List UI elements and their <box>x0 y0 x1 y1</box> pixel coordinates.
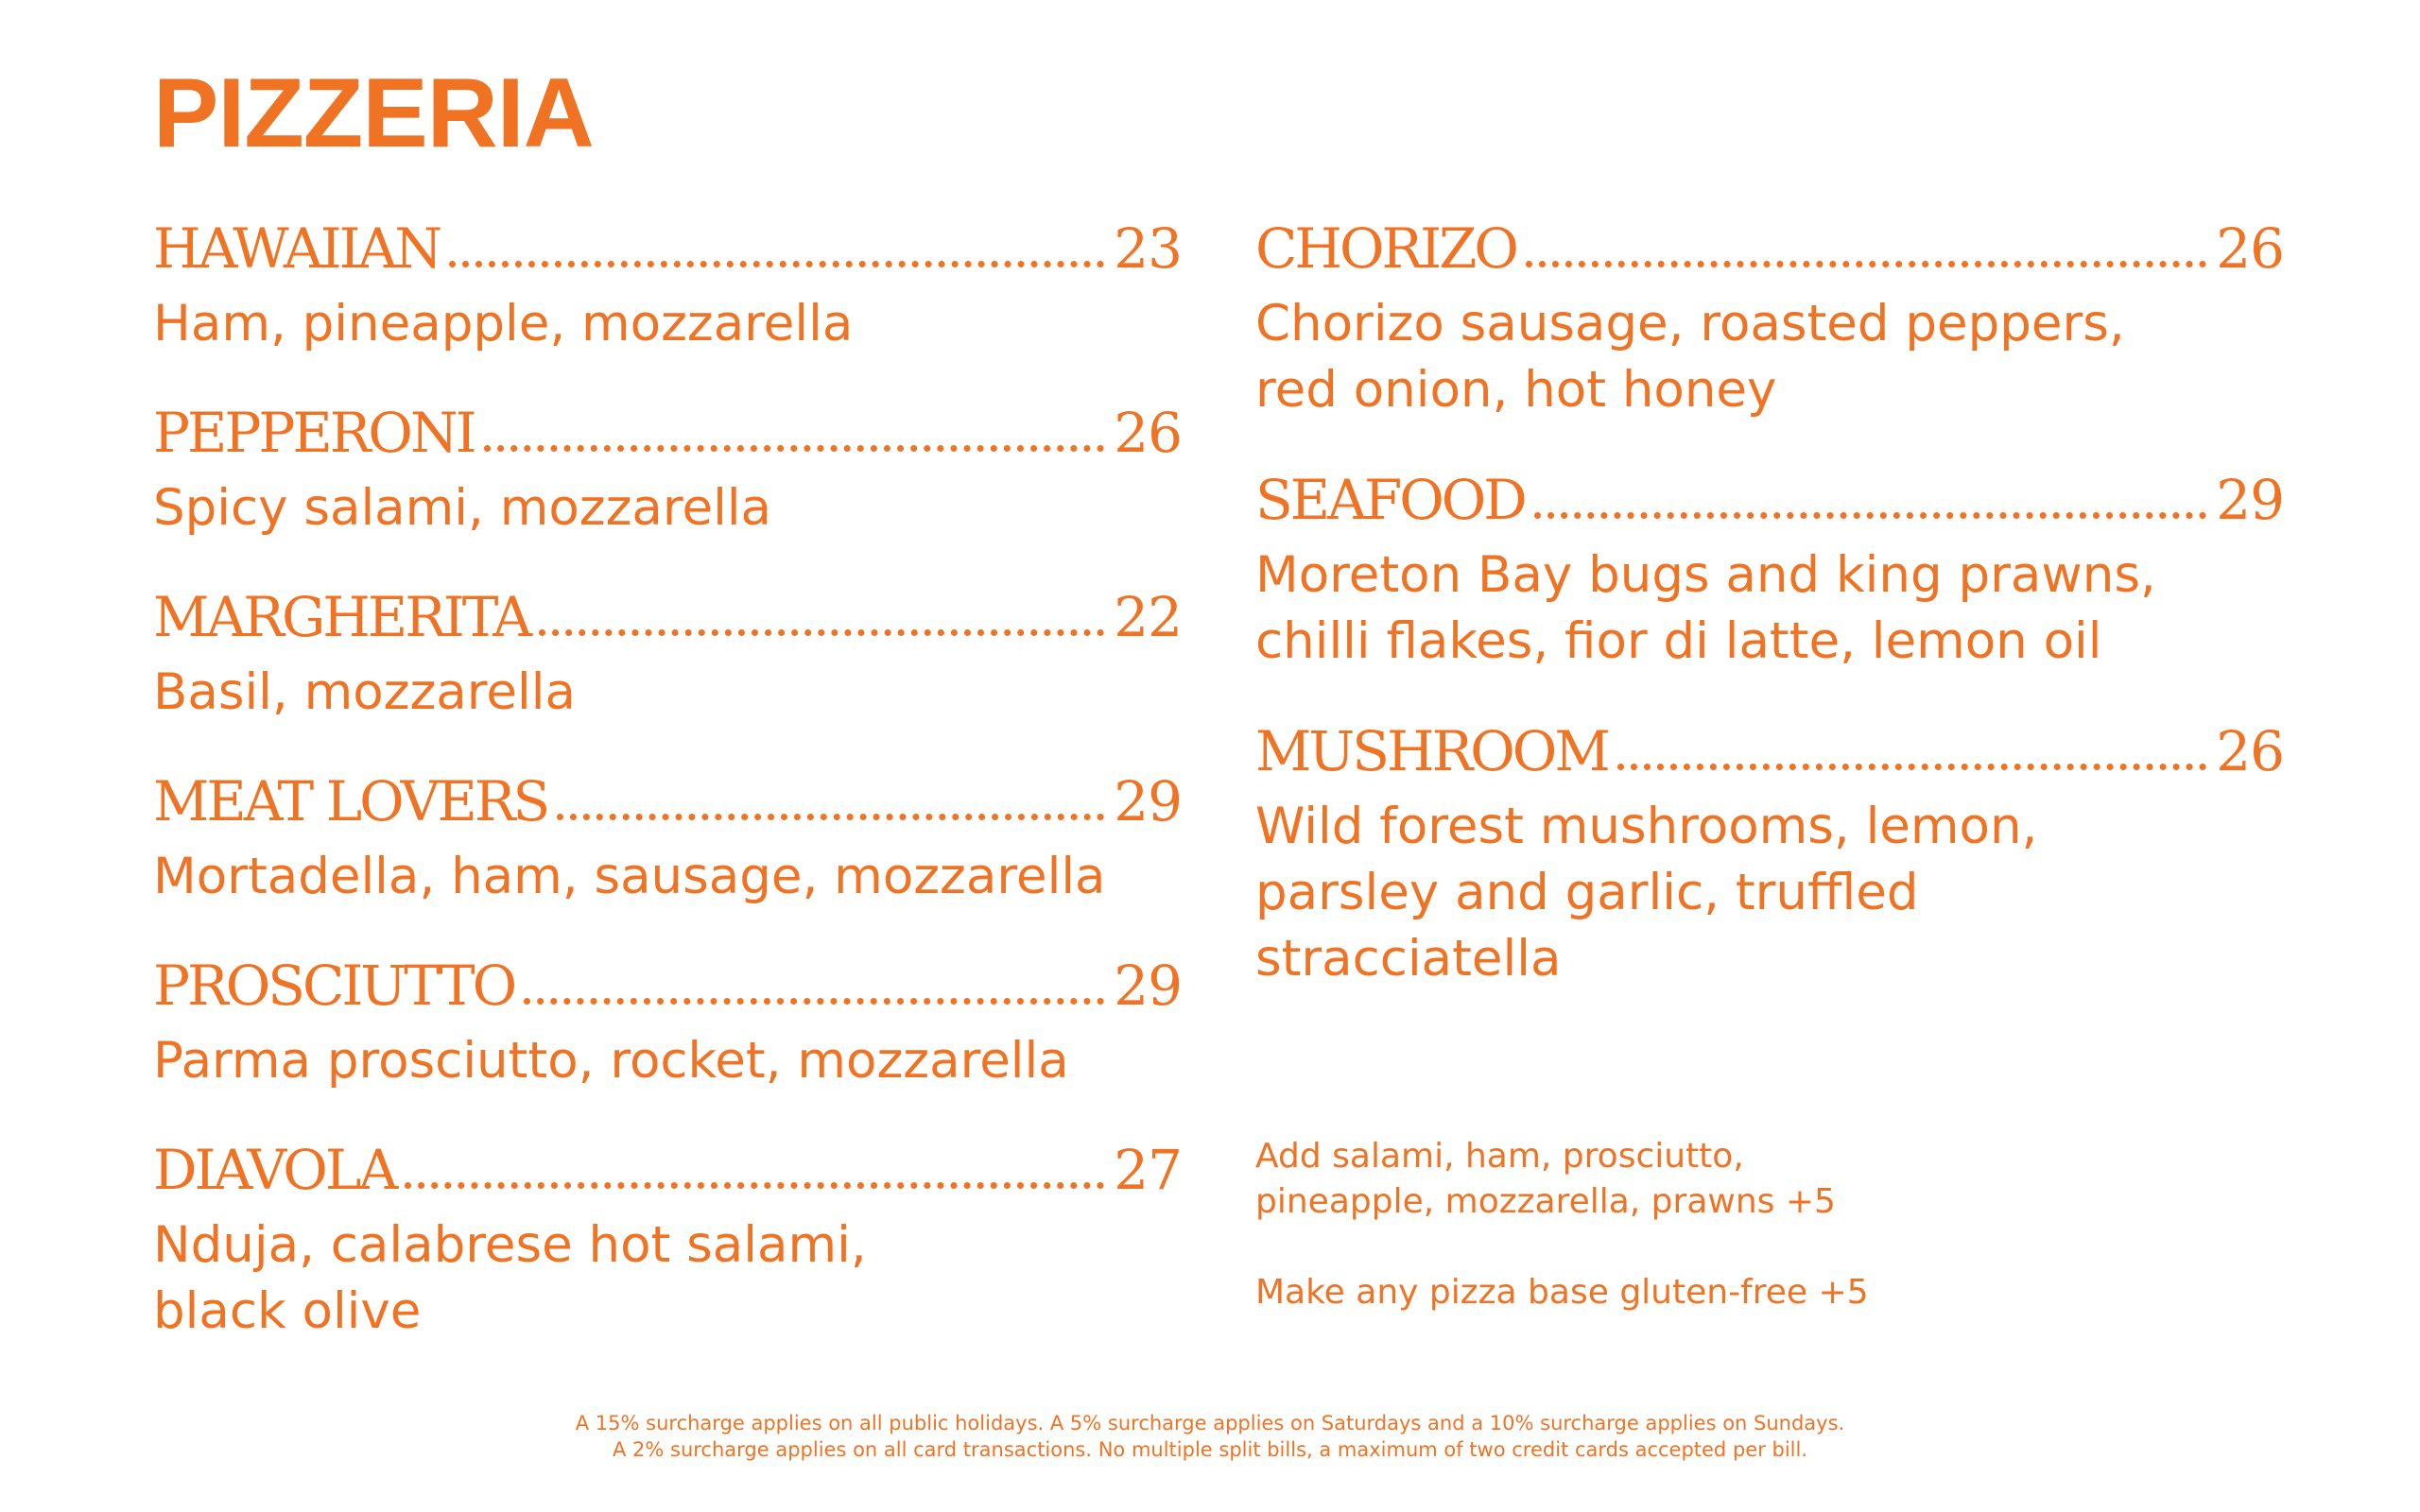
item-heading <box>153 215 1182 282</box>
footnote-line: A 15% surcharge applies on all public holidays. A 5% surcharge applies on Saturdays and a 10% surcharge applies on Sundays. <box>575 1412 1845 1435</box>
dot-leader <box>1534 512 2206 519</box>
item-description-line: Moreton Bay bugs and king prawns, <box>1255 546 2156 604</box>
item-description <box>1255 291 2284 423</box>
item-price: 29 <box>1114 769 1182 833</box>
dot-leader <box>484 445 1105 452</box>
item-heading <box>153 768 1182 834</box>
item-price: 26 <box>2216 216 2284 281</box>
menu-item-meat-lovers <box>153 768 1182 953</box>
item-description <box>1255 794 2284 992</box>
footnote-line: A 2% surcharge applies on all card transactions. No multiple split bills, a maximum of two credit cards accepted per bill. <box>612 1438 1808 1461</box>
gluten-free-note: Make any pizza base gluten-free +5 <box>1255 1273 1869 1312</box>
menu-item-mushroom <box>1255 718 2284 988</box>
menu-column-right <box>1255 215 2284 988</box>
dot-leader <box>557 814 1104 820</box>
item-price: 22 <box>1114 585 1182 649</box>
menu-item-chorizo <box>1255 215 2284 467</box>
item-description-line: parsley and garlic, truffled <box>1255 864 1919 921</box>
item-description-line: Parma prosciutto, rocket, mozzarella <box>153 1032 1069 1090</box>
menu-item-pepperoni <box>153 400 1182 584</box>
item-description-line: Nduja, calabrese hot salami, <box>153 1216 867 1274</box>
item-price: 29 <box>2216 468 2284 532</box>
item-description <box>153 1028 1182 1094</box>
item-description <box>153 291 1182 357</box>
menu-item-seafood <box>1255 467 2284 718</box>
item-description <box>153 660 1182 726</box>
dot-leader <box>539 629 1104 636</box>
item-heading <box>153 1137 1182 1203</box>
menu-column-left <box>153 215 1182 1340</box>
item-price: 26 <box>2216 719 2284 783</box>
item-name: DIAVOLA <box>153 1138 396 1202</box>
item-description <box>153 844 1182 910</box>
menu-item-margherita <box>153 584 1182 768</box>
item-heading <box>153 400 1182 466</box>
item-description-line: red onion, hot honey <box>1255 361 1777 419</box>
dot-leader <box>449 261 1104 267</box>
item-heading <box>153 953 1182 1019</box>
item-description-line: Wild forest mushrooms, lemon, <box>1255 798 2038 855</box>
item-description-line: black olive <box>153 1282 422 1340</box>
item-price: 26 <box>1114 401 1182 465</box>
menu-item-hawaiian <box>153 215 1182 400</box>
item-description-line: Basil, mozzarella <box>153 663 576 721</box>
item-description-line: Chorizo sausage, roasted peppers, <box>1255 295 2125 352</box>
item-description <box>153 475 1182 541</box>
item-heading <box>153 584 1182 650</box>
item-name: CHORIZO <box>1255 216 1516 281</box>
item-description-line: Ham, pineapple, mozzarella <box>153 295 854 352</box>
add-toppings-line: Add salami, ham, prosciutto, <box>1255 1137 1744 1176</box>
item-name: HAWAIIAN <box>153 216 441 281</box>
item-name: MEAT LOVERS <box>153 769 548 833</box>
dot-leader <box>524 998 1104 1005</box>
item-heading <box>1255 215 2284 282</box>
item-description <box>153 1212 1182 1345</box>
item-price: 23 <box>1114 216 1182 281</box>
item-price: 27 <box>1114 1138 1182 1202</box>
add-toppings-line: pineapple, mozzarella, prawns +5 <box>1255 1182 1836 1221</box>
item-name: MARGHERITA <box>153 585 530 649</box>
item-name: MUSHROOM <box>1255 719 1608 783</box>
surcharge-footnote <box>0 1410 2420 1463</box>
page-title: PIZZERIA <box>153 59 594 168</box>
dot-leader <box>1526 261 2206 267</box>
item-heading <box>1255 718 2284 784</box>
item-description <box>1255 542 2284 675</box>
item-heading <box>1255 467 2284 533</box>
item-description-line: Mortadella, ham, sausage, mozzarella <box>153 848 1106 905</box>
dot-leader <box>405 1182 1104 1189</box>
add-toppings-note <box>1255 1134 2201 1225</box>
item-description-line: stracciatella <box>1255 930 1562 988</box>
item-price: 29 <box>1114 954 1182 1018</box>
menu-item-prosciutto <box>153 953 1182 1137</box>
dot-leader <box>1617 764 2206 770</box>
extras-notes <box>1255 1134 2201 1361</box>
item-name: SEAFOOD <box>1255 468 1525 532</box>
item-name: PROSCIUTTO <box>153 954 515 1018</box>
menu-item-diavola <box>153 1137 1182 1340</box>
item-description-line: Spicy salami, mozzarella <box>153 479 772 537</box>
item-description-line: chilli flakes, fior di latte, lemon oil <box>1255 612 2102 670</box>
item-name: PEPPERONI <box>153 401 475 465</box>
